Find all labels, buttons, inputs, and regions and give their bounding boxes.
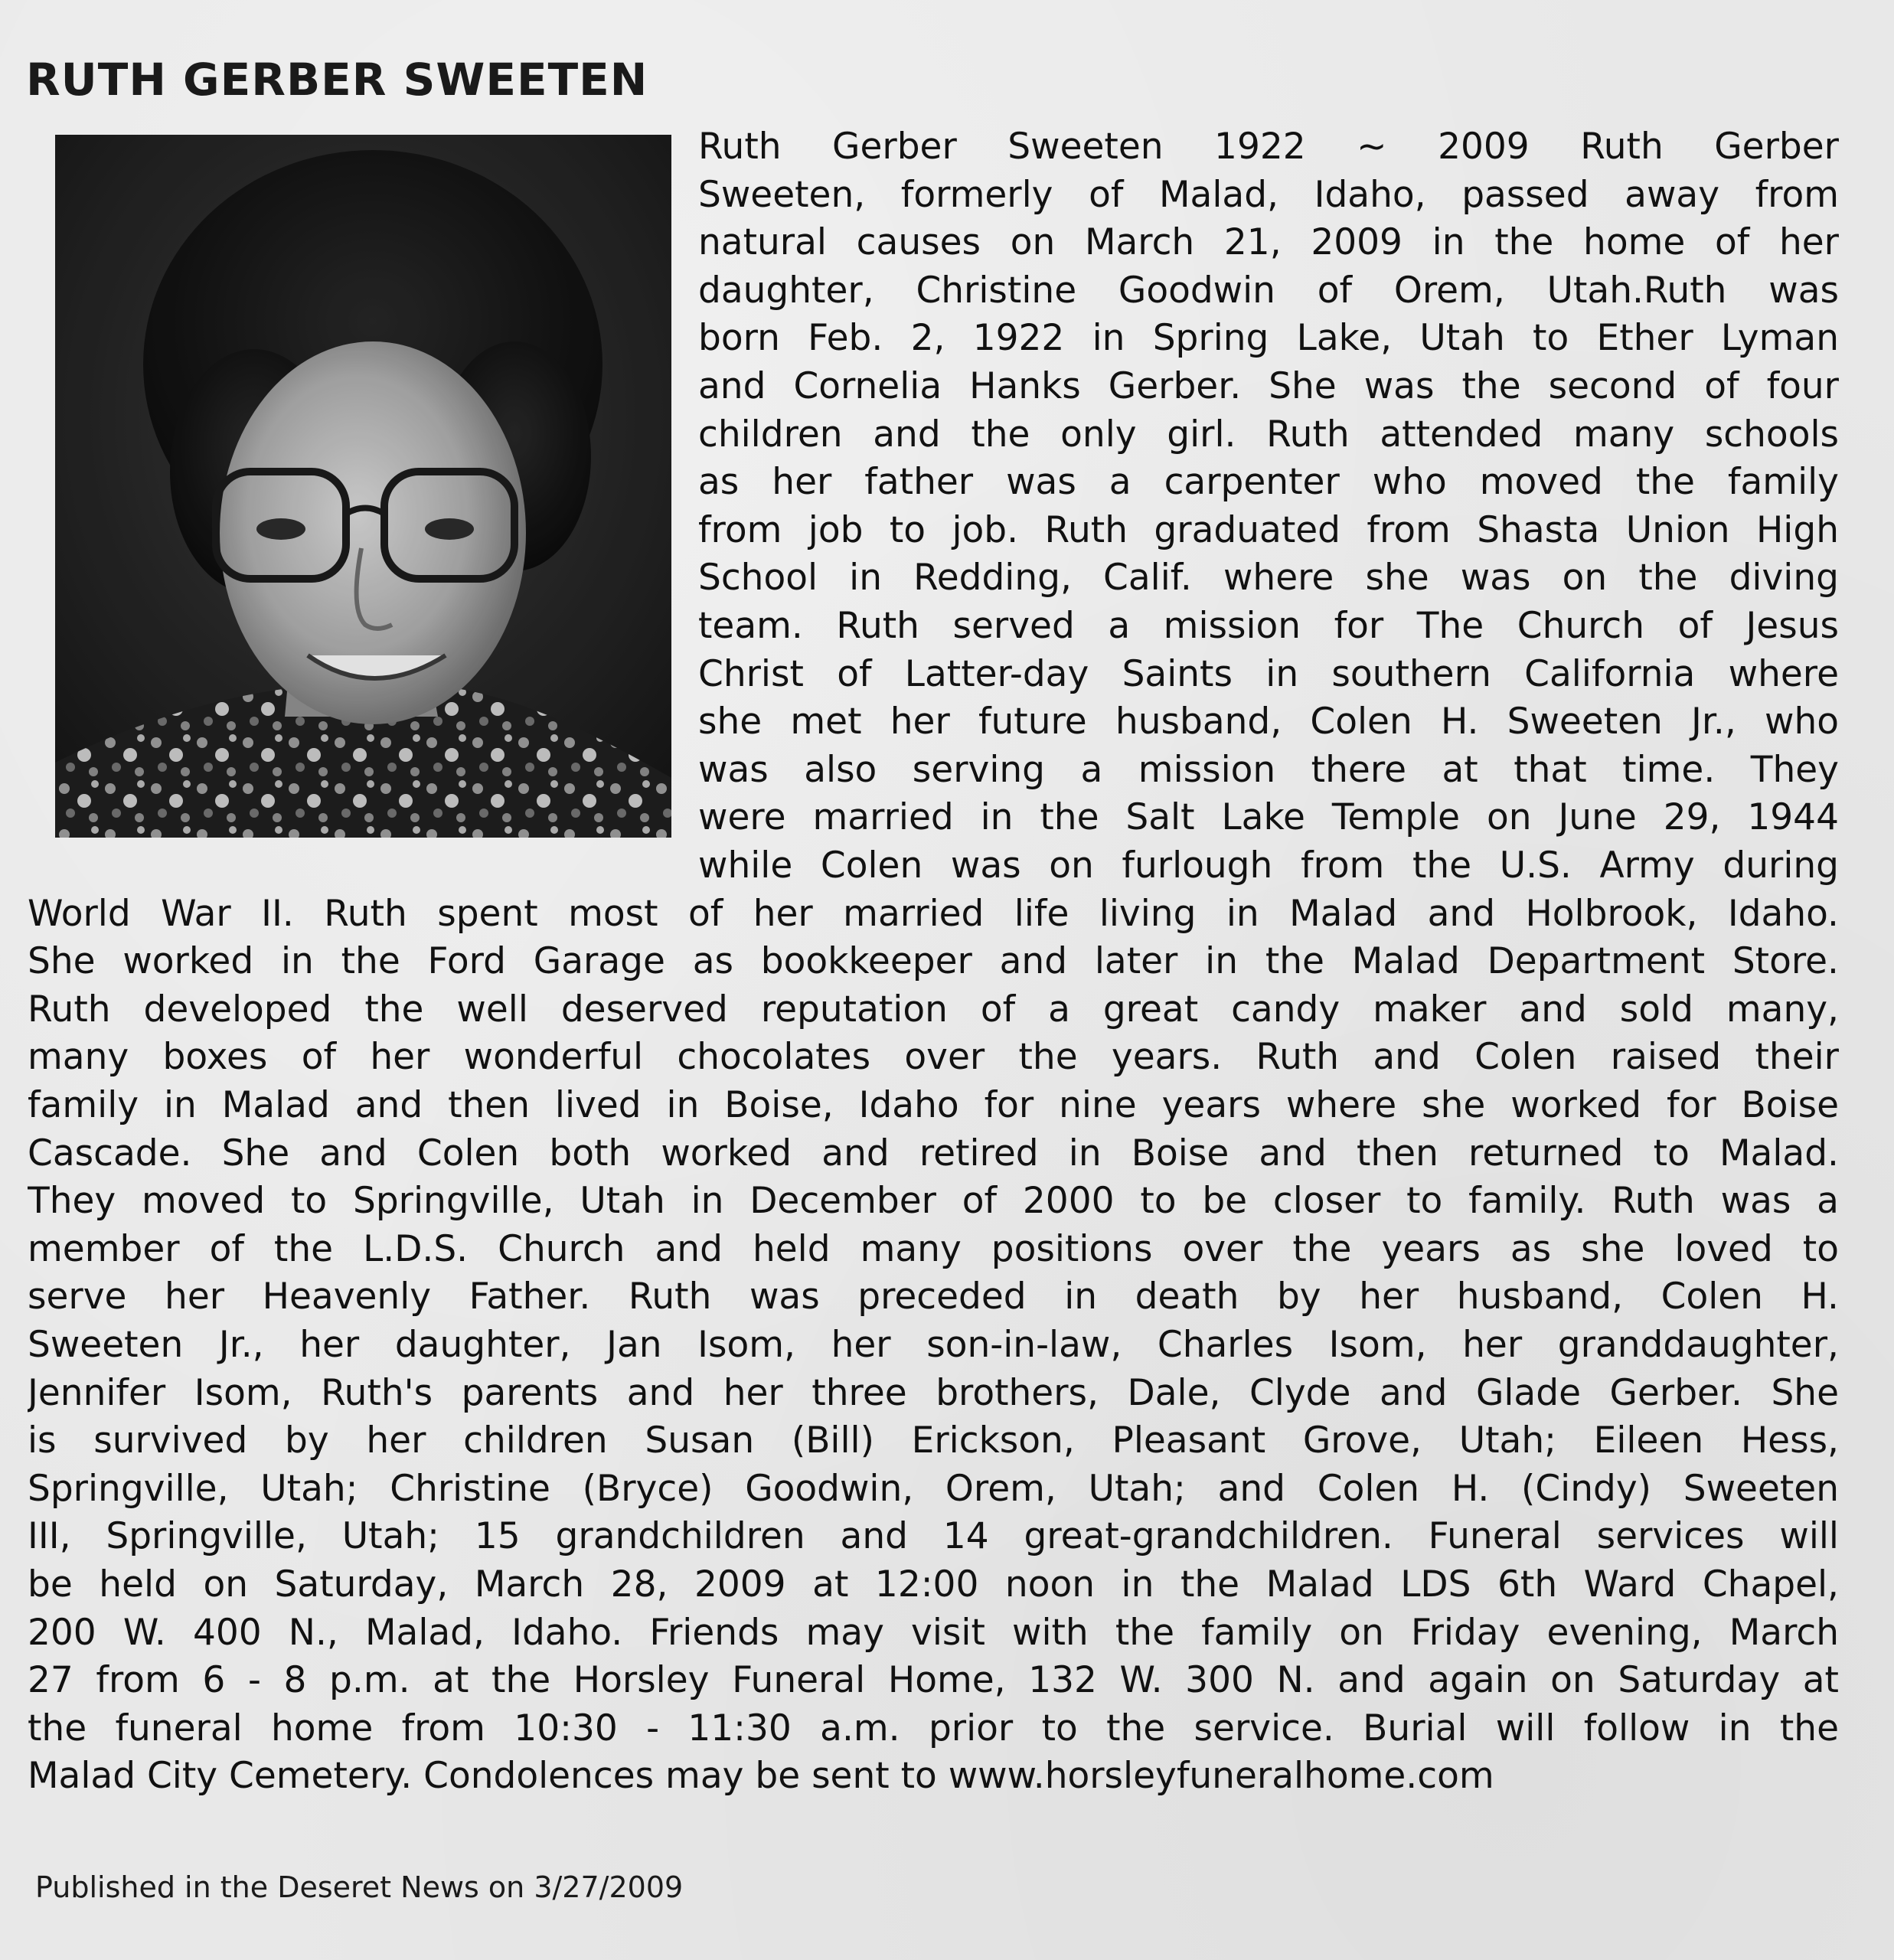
body-line: the funeral home from 10:30 - 11:30 a.m. prior to the service. Burial will follow in the [28, 1707, 1839, 1749]
body-line: Christ of Latter-day Saints in southern California where [698, 653, 1839, 695]
body-line: while Colen was on furlough from the U.S. Army during [698, 844, 1839, 887]
body-line: member of the L.D.S. Church and held many positions over the years as she loved to [28, 1228, 1839, 1270]
body-line: and Cornelia Hanks Gerber. She was the second of four [698, 365, 1839, 407]
body-line: family in Malad and then lived in Boise, Idaho for nine years where she worked for Boise [28, 1084, 1839, 1126]
portrait-image [55, 135, 671, 838]
body-line: Jennifer Isom, Ruth's parents and her three brothers, Dale, Clyde and Glade Gerber. She [28, 1372, 1839, 1414]
obituary-headline: RUTH GERBER SWEETEN [26, 54, 648, 106]
body-line: Sweeten, formerly of Malad, Idaho, passed away from [698, 174, 1839, 216]
body-line: School in Redding, Calif. where she was on the diving [698, 557, 1839, 599]
body-line: Ruth developed the well deserved reputation of a great candy maker and sold many, [28, 988, 1839, 1031]
body-line: as her father was a carpenter who moved the family [698, 461, 1839, 503]
body-line: Sweeten Jr., her daughter, Jan Isom, her son-in-law, Charles Isom, her granddaughter, [28, 1324, 1839, 1366]
body-line: from job to job. Ruth graduated from Shasta Union High [698, 509, 1839, 551]
body-line: Malad City Cemetery. Condolences may be sent to www.horsleyfuneralhome.com [28, 1755, 1494, 1797]
body-line: were married in the Salt Lake Temple on June 29, 1944 [698, 796, 1839, 838]
body-line: many boxes of her wonderful chocolates over the years. Ruth and Colen raised their [28, 1036, 1839, 1078]
body-line: 27 from 6 - 8 p.m. at the Horsley Funeral Home, 132 W. 300 N. and again on Saturday at [28, 1659, 1839, 1701]
body-line: born Feb. 2, 1922 in Spring Lake, Utah to Ether Lyman [698, 317, 1839, 359]
body-line: daughter, Christine Goodwin of Orem, Utah.Ruth was [698, 270, 1839, 312]
body-line: Springville, Utah; Christine (Bryce) Goodwin, Orem, Utah; and Colen H. (Cindy) Sweeten [28, 1468, 1839, 1510]
publication-note: Published in the Deseret News on 3/27/2009 [35, 1870, 684, 1904]
body-line: 200 W. 400 N., Malad, Idaho. Friends may visit with the family on Friday evening, March [28, 1612, 1839, 1654]
body-line: Ruth Gerber Sweeten 1922 ~ 2009 Ruth Gerber [698, 126, 1839, 168]
body-line: was also serving a mission there at that time. They [698, 749, 1839, 791]
body-line: World War II. Ruth spent most of her married life living in Malad and Holbrook, Idaho. [28, 893, 1839, 935]
body-line: natural causes on March 21, 2009 in the home of her [698, 221, 1839, 263]
body-line: III, Springville, Utah; 15 grandchildren and 14 great-grandchildren. Funeral services will [28, 1515, 1839, 1557]
body-line: She worked in the Ford Garage as bookkeeper and later in the Malad Department Store. [28, 940, 1839, 982]
body-line: Cascade. She and Colen both worked and retired in Boise and then returned to Malad. [28, 1132, 1839, 1174]
body-line: is survived by her children Susan (Bill) Erickson, Pleasant Grove, Utah; Eileen Hess, [28, 1419, 1839, 1462]
body-line: serve her Heavenly Father. Ruth was preceded in death by her husband, Colen H. [28, 1276, 1839, 1318]
body-line: team. Ruth served a mission for The Church of Jesus [698, 605, 1839, 647]
body-line: They moved to Springville, Utah in December of 2000 to be closer to family. Ruth was a [28, 1180, 1839, 1222]
body-line: children and the only girl. Ruth attended many schools [698, 413, 1839, 456]
portrait-photo [55, 135, 671, 838]
body-line: be held on Saturday, March 28, 2009 at 12:00 noon in the Malad LDS 6th Ward Chapel, [28, 1563, 1839, 1606]
body-line: she met her future husband, Colen H. Sweeten Jr., who [698, 701, 1839, 743]
